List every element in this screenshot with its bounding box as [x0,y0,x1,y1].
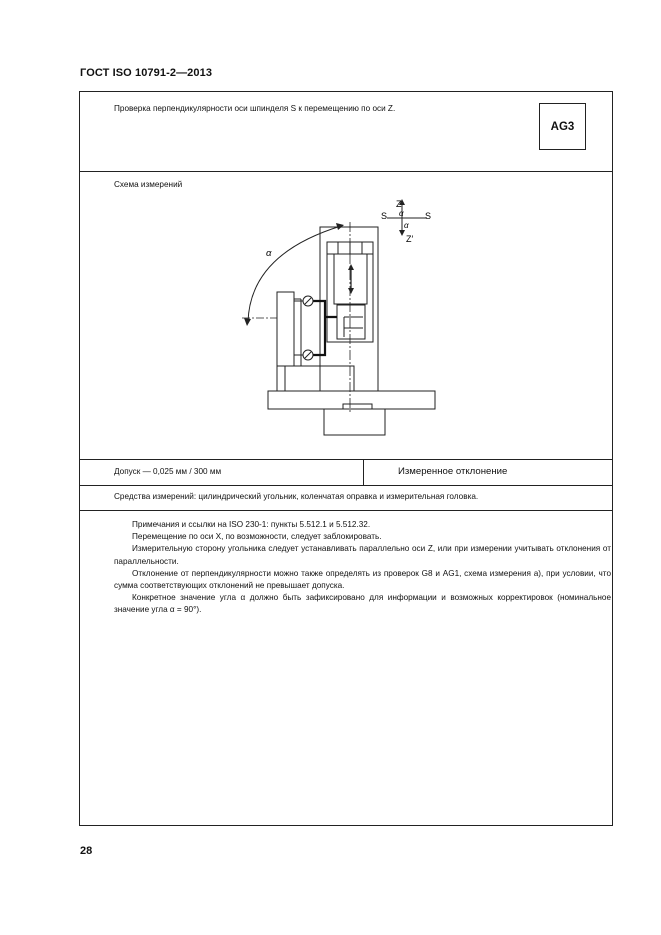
instruments-text: Средства измерений: цилиндрический угольник, коленчатая оправка и измерительная головка. [114,492,479,501]
row-divider [80,459,612,460]
note-paragraph: Примечания и ссылки на ISO 230-1: пункты 5.512.1 и 5.512.32. [132,520,371,529]
note-paragraph: Отклонение от перпендикулярности можно также определять из проверок G8 и AG1, схема измерения а), при условии, что сумма соответствующих отклонений не превышает допуска. [114,568,611,591]
check-sheet [79,91,613,826]
row-divider [80,510,612,511]
notes-section [114,519,611,617]
machine-table [268,391,435,409]
note-paragraph: Перемещение по оси X, по возможности, следует заблокировать. [132,532,382,542]
axis-alpha-upper-label: α [399,209,404,218]
axis-z-label: Z [396,199,402,209]
measured-deviation-label: Измеренное отклонение [398,466,508,477]
column-divider [363,459,364,485]
note-paragraph: Измерительную сторону угольника следует устанавливать параллельно оси Z, или при измерении учитывать отклонения от параллельности. [114,544,611,566]
axis-alpha-lower-label: α [404,221,409,230]
check-title: Проверка перпендикулярности оси шпинделя S к перемещению по оси Z. [114,104,396,113]
measurement-diagram [80,92,612,452]
spindle-nose [337,305,365,339]
alpha-label: α [266,248,272,259]
tolerance-label: Допуск — 0,025 мм / 300 мм [114,467,222,476]
axis-s-right-label: S [425,211,432,221]
square-base [277,366,354,391]
cylindrical-square [277,292,294,366]
cranked-arbor [313,301,337,355]
check-code-badge: AG3 [539,103,586,150]
axis-s-left-label: S [381,211,388,221]
note-paragraph: Конкретное значение угла α должно быть зафиксировано для информации и возможных корректировок (номинальное значение угла α = 90°). [114,593,611,615]
page-number: 28 [80,845,93,857]
axis-z-prime-label: Z′ [406,234,414,244]
scheme-label: Схема измерений [114,180,183,189]
document-header: ГОСТ ISO 10791-2—2013 [80,67,213,79]
row-divider [80,485,612,486]
